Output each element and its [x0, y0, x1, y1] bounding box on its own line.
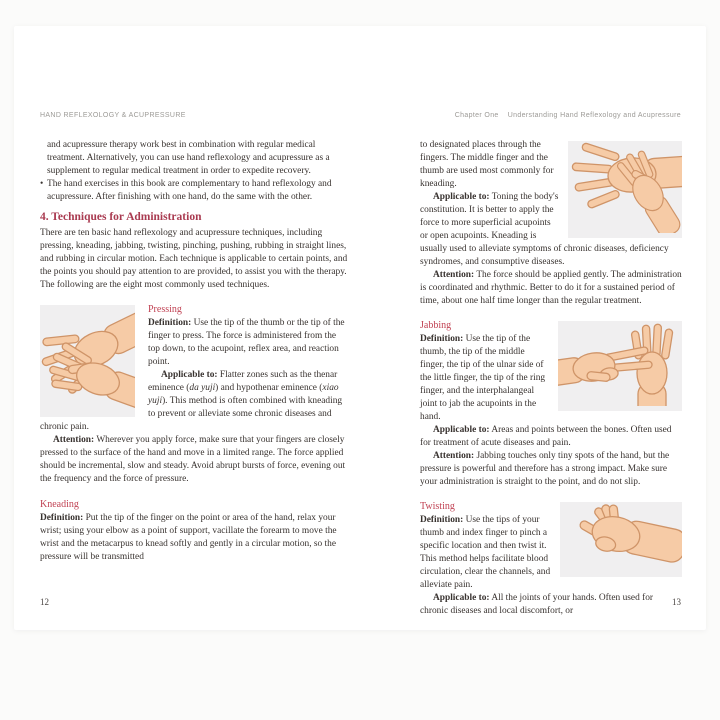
hand-pinch-twisting-icon [560, 502, 682, 572]
kneading-attention: Attention: The force should be applied gently. The administration is coordinated and rhythmic. Better to do it for a sustained period of time, about one half time longer than the regular treatment. [420, 270, 682, 306]
chapter-label: Chapter One [454, 112, 499, 119]
jabbing-definition: Definition: Use the tip of the thumb, the tip of the middle finger, the tip of the ulnar side of the little finger, the tip of the ring finger, and the interphalangeal joint to jab the acupoints in the hand. [420, 334, 546, 422]
jabbing-section [420, 319, 682, 489]
jabbing-illustration [558, 321, 682, 411]
applicable-label: Applicable to: [433, 192, 490, 202]
twisting-section [420, 500, 682, 618]
jabbing-applicable: Applicable to: Areas and points between the bones. Often used for treatment of acute diseases and pain. [420, 425, 672, 448]
pressing-attention: Attention: Wherever you apply force, make sure that your fingers are closely pressed to the surface of the hand and move in a limited range. The force applied should be incremental, slow and steady. Avoid abrupt bursts of force, evening out the frequency and the force of pressure. [40, 435, 346, 484]
twisting-applicable: Applicable to: All the joints of your hands. Often used for chronic diseases and local discomfort, or [420, 593, 654, 616]
kneading-definition: Definition: Put the tip of the finger on the point or area of the hand, relax your wrist; using your elbow as a point of support, vacillate the forearm to move the wrist and the metacarpus to knead softly and gently in a circular motion, so the pressure will be transmitted [40, 513, 337, 562]
section-intro: There are ten basic hand reflexology and acupressure techniques, including pressing, kneading, jabbing, twisting, pinching, pushing, rubbing in straight lines, and rubbing in circular motion. Each technique is applicable to certain points, and the points you should pay attention to are provided, to assist you with the therapy. The following are the eight most commonly used techniques. [40, 228, 348, 290]
kneading-continuation: to designated places through the fingers. The middle finger and the thumb are used most commonly for kneading. [420, 140, 554, 189]
applicable-label: Applicable to: [433, 593, 490, 603]
definition-label: Definition: [148, 318, 192, 328]
list-item [40, 178, 350, 204]
left-page-body [40, 139, 350, 564]
kneading-continued-section [420, 139, 682, 308]
twisting-definition: Definition: Use the tips of your thumb and index finger to pinch a specific location and then twist it. This method helps facilitate blood circulation, clear the channels, and alleviate pain. [420, 515, 551, 590]
definition-label: Definition: [40, 513, 84, 523]
fingers-jabbing-palm-icon [558, 321, 682, 406]
attention-label: Attention: [433, 270, 475, 280]
twisting-illustration [560, 502, 682, 577]
pressing-heading: Pressing [148, 304, 182, 315]
pressing-section [40, 303, 350, 486]
jabbing-attention: Attention: Jabbing touches only tiny spots of the hand, but the pressure is powerful and therefore has a strong impact. Make sure your administration is straight to the point, and do not slip. [420, 451, 670, 487]
bullet-list [40, 139, 350, 204]
kneading-applicable: Applicable to: Toning the body's constitution. It is better to apply the force to more superficial acupoints or open acupoints. Kneading is usually used to alleviate symptoms of chronic diseases, deficiency syndromes, and consumptive diseases. [420, 192, 669, 267]
applicable-label: Applicable to: [161, 370, 218, 380]
pressing-definition: Definition: Use the tip of the thumb or the tip of the finger to press. The force is administered from the top down, to the acupoint, reflex area, and reaction point. [148, 318, 345, 367]
pressing-applicable: Applicable to: Flatter zones such as the thenar eminence (da yuji) and hypothenar eminence (xiao yuji). This method is often combined with kneading to prevent or alleviate some chronic diseases and chronic pain. [40, 370, 343, 432]
attention-label: Attention: [53, 435, 95, 445]
bullet-item-text: The hand exercises in this book are complementary to hand reflexology and acupressure. After finishing with one hand, do the same with the other. [47, 179, 332, 202]
right-page-body [420, 139, 682, 618]
kneading-illustration [568, 141, 682, 238]
pressing-illustration [40, 305, 135, 417]
two-hands-pressing-icon [40, 305, 135, 412]
section-heading: 4. Techniques for Administration [40, 211, 202, 223]
chapter-title: Understanding Hand Reflexology and Acupressure [507, 112, 681, 119]
right-page-number: 13 [672, 597, 681, 607]
applicable-label: Applicable to: [433, 425, 490, 435]
twisting-heading: Twisting [420, 501, 455, 512]
definition-label: Definition: [420, 515, 464, 525]
right-running-header [455, 112, 681, 119]
attention-label: Attention: [433, 451, 475, 461]
list-item-continuation [40, 139, 350, 178]
two-hands-kneading-icon [568, 141, 682, 233]
definition-label: Definition: [420, 334, 464, 344]
jabbing-heading: Jabbing [420, 320, 452, 331]
left-page-number: 12 [40, 597, 49, 607]
bullet-icon: • [40, 179, 44, 189]
kneading-heading: Kneading [40, 499, 79, 510]
intro-continuation-text: and acupressure therapy work best in combination with regular medical treatment. Alternatively, you can use hand reflexology and acupressure as a supplement to regular medical treatment in order to expedite recovery. [47, 140, 330, 176]
left-running-header: HAND REFLEXOLOGY & ACUPRESSURE [40, 112, 186, 119]
